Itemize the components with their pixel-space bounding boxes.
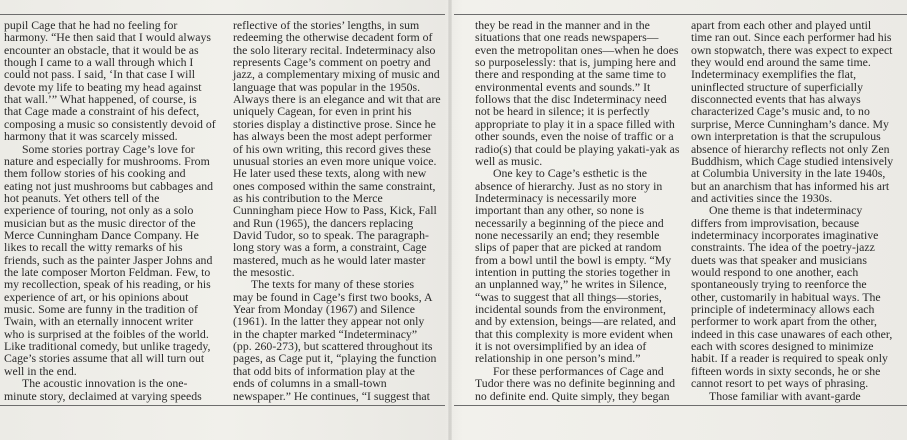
text-line: stories display a distinctive prose. Since he [233,116,436,131]
text-line: Indeterminacy is necessarily more [475,190,637,205]
text-line: reflective of the stories’ lengths, in sum [233,18,420,32]
text-line: ends of columns in a small-town [233,376,387,391]
text-line: long story was a form, a constraint, Cage [233,240,427,255]
text-line: harmony that it was scarcely missed. [4,129,178,144]
text-line: language that was popular in the 1950s. [233,79,421,94]
text-line: incidental sounds from the environment, [475,302,667,317]
text-line: performer to work apart from the other, [691,314,877,329]
text-line: an unplanned way,” he writes in Silence, [475,277,667,292]
text-line: mastered, much as he would later master [233,252,426,267]
text-line: well as music. [475,153,543,168]
text-line: The texts for many of these stories [251,277,415,292]
text-line: and Run (1965), the dancers replacing [233,215,414,230]
top-rule-right [454,14,907,15]
text-line: nature and especially for mushrooms. From [4,153,210,168]
text-line: other sounds, even the noise of traffic or a [475,129,674,144]
text-line: fifteen words in sixty seconds, he or she [691,363,881,378]
text-line: who is surprised at the foibles of the world. [4,326,209,341]
text-line: so purposelessly: that is, jumping here and [475,55,676,70]
text-line: radio(s) that could be playing yakati-yak as [475,141,680,156]
text-line: important than any other, so none is [475,203,644,218]
text-line: not be heard in silence; it is perfectly [475,104,650,119]
text-line: would respond to one another, each [691,265,859,279]
text-line: friends, such as the painter Jasper Johns and [4,252,213,267]
text-line: none necessarily an end; they resemble [475,227,660,242]
text-line: that this complexity is more evident when [475,326,673,341]
text-line: For these performances of Cage and [493,363,664,378]
text-line: there and responding at the same time to [475,67,666,82]
text-line: Those familiar with avant-garde [709,388,861,403]
text-line: absence of hierarchy. Just as no story in [475,178,663,193]
text-line: could not pass. I said, ‘In that case I will [4,67,195,82]
text-line: apart from each other and played until [691,18,872,32]
text-line: indeterminacy incorporates imaginative [691,227,879,242]
text-line: The acoustic innovation is the one- [22,376,188,391]
text-line: Always there is an elegance and wit that are [233,92,441,107]
text-line: “was to suggest that all things—stories, [475,289,662,304]
text-line: (1961). In the latter they appear not only [233,314,425,329]
text-line: even the metropolitan ones—when he does [475,42,679,57]
text-line: Tudor there was no definite beginning and [475,376,676,391]
text-line: pages, as Cage put it, “playing the function [233,351,437,366]
text-line: follows that the disc Indeterminacy need [475,92,667,107]
text-line: well in the end. [4,363,77,378]
text-line: experience of touring, not only as a solo [4,203,194,218]
text-line: (pp. 260-273), but scattered throughout its [233,339,433,354]
text-line: pupil Cage that he had no feeling for [4,18,178,32]
text-line: devote my life to beating my head against [4,79,202,94]
text-line: own interpretation is that the scrupulous [691,129,881,144]
text-line: Merce Cunningham Dance Company. He [4,227,199,242]
top-rule-left [0,14,445,15]
text-line: has always been the most adept performer [233,129,432,144]
text-line: Buddhism, which Cage studied intensively [691,153,894,168]
text-line: Cunningham piece How to Pass, Kick, Fall [233,203,437,218]
text-line: situations that one reads newspapers— [475,30,659,45]
text-line: encounter an obstacle, that it would be as [4,42,199,57]
text-line: the solo literary recital. Indeterminacy also [233,42,436,57]
text-line: that wall.’” What happened, of course, is [4,92,197,107]
text-line: each with scores designed to minimize [691,339,874,354]
text-line: Cage’s stories assume that all will turn out [4,351,205,366]
text-line: constraints. The idea of the poetry-jazz [691,240,875,255]
text-line: they would end around the same time. [691,55,871,70]
text-line: represents Cage’s comment on poetry and [233,55,431,70]
text-line: time ran out. Since each performer had his [691,30,892,45]
text-line: uninflected structure of superficially [691,79,863,94]
text-line: One key to Cage’s esthetic is the [493,166,647,181]
text-line: hot peanuts. Yet others tell of the [4,190,160,205]
text-line: habit. If a reader is required to speak only [691,351,888,366]
text-line: music. Some are funny in the tradition of [4,302,198,317]
text-line: characterized Cage’s music and, to no [691,104,870,119]
text-line: in the chapter marked “Indeterminacy” [233,326,418,341]
text-line: though I came to a wall through which I [4,55,194,70]
text-line: Some stories portray Cage’s love for [22,141,195,156]
text-line: Year from Monday (1967) and Silence [233,302,415,317]
text-line: differs from improvisation, because [691,215,860,230]
bottom-rule-right [454,405,907,406]
text-line: jazz, a complementary mixing of music and [233,67,440,82]
text-line: intention in putting the stories together in [475,265,671,279]
text-line: eating not just mushrooms but cabbages and [4,178,214,193]
text-line: ones composed within the same constraint, [233,178,436,193]
text-line: He later used these texts, along with new [233,166,427,181]
text-line: that odd bits of information play at the [233,363,415,378]
text-line: surprise, Merce Cunningham’s dance. My [691,116,889,131]
text-line: the mesostic. [233,265,295,279]
text-line: appropriate to play it in a space filled with [475,116,675,131]
text-line: them follow stories of his cooking and [4,166,186,181]
text-line: minute story, declaimed at varying speeds [4,388,202,403]
text-line: disconnected events that has always [691,92,861,107]
bottom-rule-left [0,405,445,406]
text-line: and by extension, beings—are related, and [475,314,676,329]
text-line: the late composer Morton Feldman. Few, to [4,265,211,279]
text-line: may be found in Cage’s first two books, A [233,289,433,304]
text-line: necessarily a beginning of the piece and [475,215,664,230]
text-line: harmony. “He then said that I would always [4,30,211,45]
text-line: uniquely Cagean, for even in print his [233,104,412,119]
text-line: likes to recall the witty remarks of his [4,240,183,255]
text-line: redeeming the otherwise decadent form of [233,30,433,45]
text-line: environmental events and sounds.” It [475,79,651,94]
text-line: experience of art, or his opinions about [4,289,189,304]
text-line: it is not oversimplified by an idea of [475,339,647,354]
text-line: newspaper.” He continues, “I suggest that [233,388,430,403]
text-line: no definite end. Quite simply, they began [475,388,670,403]
text-line: musician but as the music director of the [4,215,196,230]
text-line: from a bowl until the bowl is empty. “My [475,252,672,267]
text-line: principle of indeterminacy allows each [691,302,875,317]
text-line: my recollection, speak of his reading, or his [4,277,211,292]
text-line: other, customarily in habitual ways. The [691,289,881,304]
text-line: but an anarchism that has informed his art [691,178,890,193]
text-line: spontaneously trying to reenforce the [691,277,867,292]
text-line: as his contribution to the Merce [233,190,383,205]
text-line: they be read in the manner and in the [475,18,650,32]
text-line: One theme is that indeterminacy [709,203,863,218]
text-line: David Tudor, so to speak. The paragraph- [233,227,429,242]
text-line: indeed in this case unawares of each other, [691,326,893,341]
text-line: relationship in one person’s mind.” [475,351,641,366]
text-line: duets was that speaker and musicians [691,252,867,267]
text-line: unusual stories an even more unique voice. [233,153,437,168]
text-line: own stopwatch, there was expect to expect [691,42,893,57]
text-line: of his own writing, this record gives these [233,141,431,156]
text-line: composing a music so consistently devoid of [4,116,216,131]
page-gutter [448,0,452,440]
text-line: slips of paper that are picked at random [475,240,662,255]
text-line: Twain, with an eternally innocent writer [4,314,194,329]
text-line: cannot resort to pet ways of phrasing. [691,376,869,391]
text-line: Like traditional comedy, but unlike tragedy, [4,339,211,354]
text-line: absence of hierarchy reflects not only Zen [691,141,890,156]
text-line: Indeterminacy exemplifies the flat, [691,67,857,82]
text-line: that Cage made a constraint of his defect, [4,104,200,119]
text-line: and activities since the 1930s. [691,190,833,205]
text-line: at Columbia University in the late 1940s, [691,166,886,181]
